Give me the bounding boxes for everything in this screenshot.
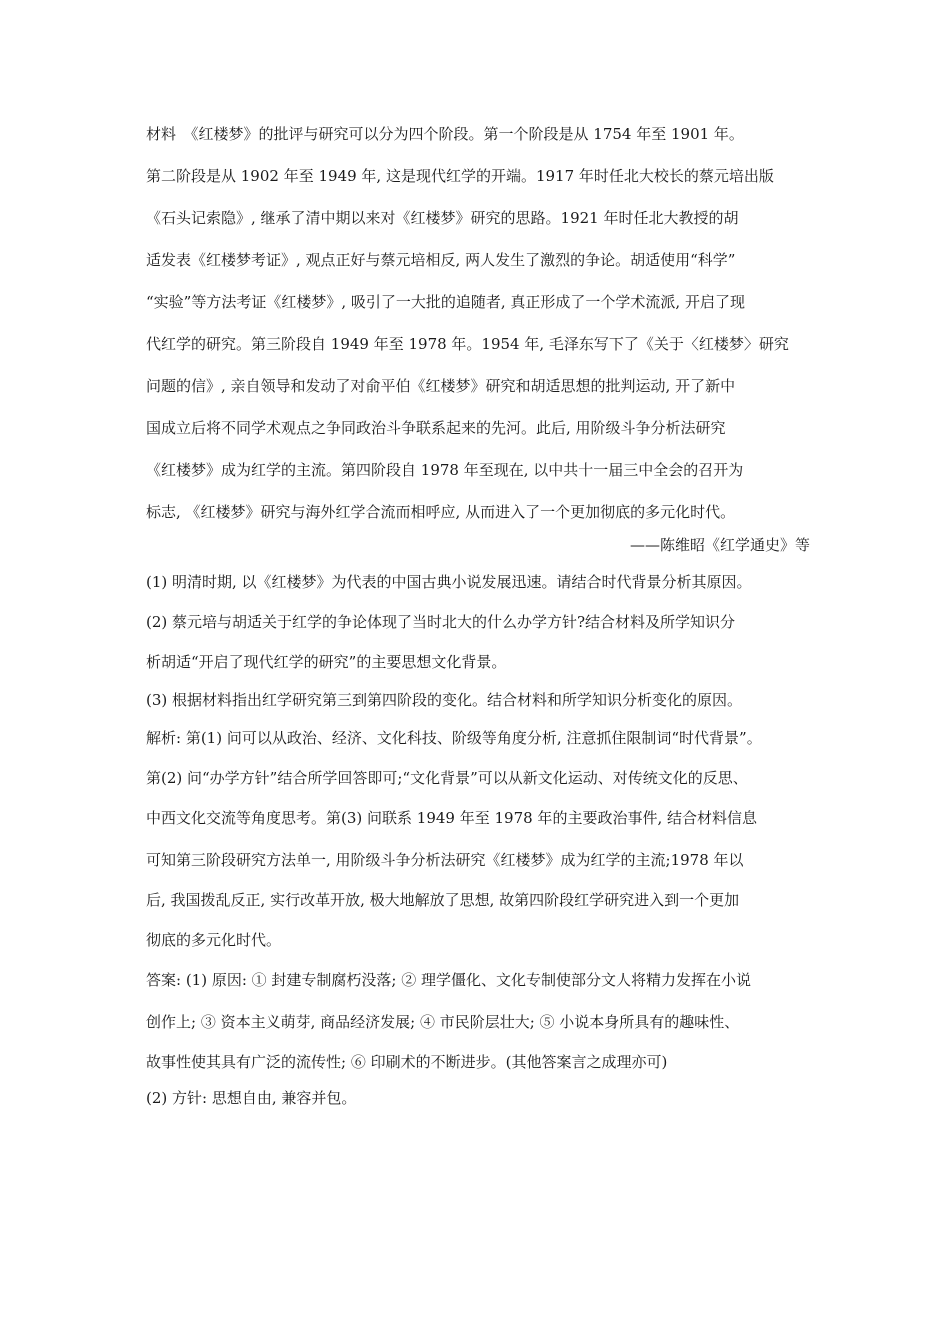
material-line: 材料 《红楼梦》的批评与研究可以分为四个阶段。第一个阶段是从 1754 年至 1901 年。: [146, 125, 744, 143]
material-line: “实验”等方法考证《红楼梦》, 吸引了一大批的追随者, 真正形成了一个学术流派, 开启了现: [146, 293, 745, 311]
question-line: (2) 蔡元培与胡适关于红学的争论体现了当时北大的什么办学方针?结合材料及所学知识分: [146, 613, 736, 631]
material-line: 国成立后将不同学术观点之争同政治斗争联系起来的先河。此后, 用阶级斗争分析法研究: [146, 419, 726, 437]
answer-line: 故事性使其具有广泛的流传性; ⑥ 印刷术的不断进步。(其他答案言之成理亦可): [146, 1053, 668, 1071]
answer-line: (2) 方针: 思想自由, 兼容并包。: [146, 1089, 357, 1107]
material-line: 第二阶段是从 1902 年至 1949 年, 这是现代红学的开端。1917 年时任北大校长的蔡元培出版: [146, 167, 774, 185]
answer-line: 创作上; ③ 资本主义萌芽, 商品经济发展; ④ 市民阶层壮大; ⑤ 小说本身所具有的趣味性、: [146, 1013, 740, 1031]
analysis-line: 中西文化交流等角度思考。第(3) 问联系 1949 年至 1978 年的主要政治事件, 结合材料信息: [146, 809, 757, 827]
material-line: 问题的信》, 亲自领导和发动了对俞平伯《红楼梦》研究和胡适思想的批判运动, 开了新中: [146, 377, 736, 395]
question-line: (3) 根据材料指出红学研究第三到第四阶段的变化。结合材料和所学知识分析变化的原因。: [146, 691, 743, 709]
analysis-line: 可知第三阶段研究方法单一, 用阶级斗争分析法研究《红楼梦》成为红学的主流;1978 年以: [146, 851, 744, 869]
analysis-line: 解析: 第(1) 问可以从政治、经济、文化科技、阶级等角度分析, 注意抓住限制词“时代背景”。: [146, 729, 762, 747]
analysis-line: 彻底的多元化时代。: [146, 931, 282, 949]
material-line: 《红楼梦》成为红学的主流。第四阶段自 1978 年至现在, 以中共十一届三中全会的召开为: [146, 461, 744, 479]
answer-line: 答案: (1) 原因: ① 封建专制腐朽没落; ② 理学僵化、文化专制使部分文人将精力发挥在小说: [146, 971, 752, 989]
analysis-line: 第(2) 问“办学方针”结合所学回答即可;“文化背景”可以从新文化运动、对传统文化的反思、: [146, 769, 748, 787]
material-line: 代红学的研究。第三阶段自 1949 年至 1978 年。1954 年, 毛泽东写下了《关于〈红楼梦〉研究: [146, 335, 789, 353]
question-line: (1) 明清时期, 以《红楼梦》为代表的中国古典小说发展迅速。请结合时代背景分析其原因。: [146, 573, 752, 591]
material-line: 标志, 《红楼梦》研究与海外红学合流而相呼应, 从而进入了一个更加彻底的多元化时代。: [146, 503, 736, 521]
material-line: 《石头记索隐》, 继承了清中期以来对《红楼梦》研究的思路。1921 年时任北大教授的胡: [146, 209, 739, 227]
analysis-line: 后, 我国拨乱反正, 实行改革开放, 极大地解放了思想, 故第四阶段红学研究进入到一个更加: [146, 891, 740, 909]
material-source: ——陈维昭《红学通史》等: [629, 536, 810, 554]
material-line: 适发表《红楼梦考证》, 观点正好与蔡元培相反, 两人发生了激烈的争论。胡适使用“科学”: [146, 251, 736, 269]
question-line: 析胡适“开启了现代红学的研究”的主要思想文化背景。: [146, 653, 507, 671]
